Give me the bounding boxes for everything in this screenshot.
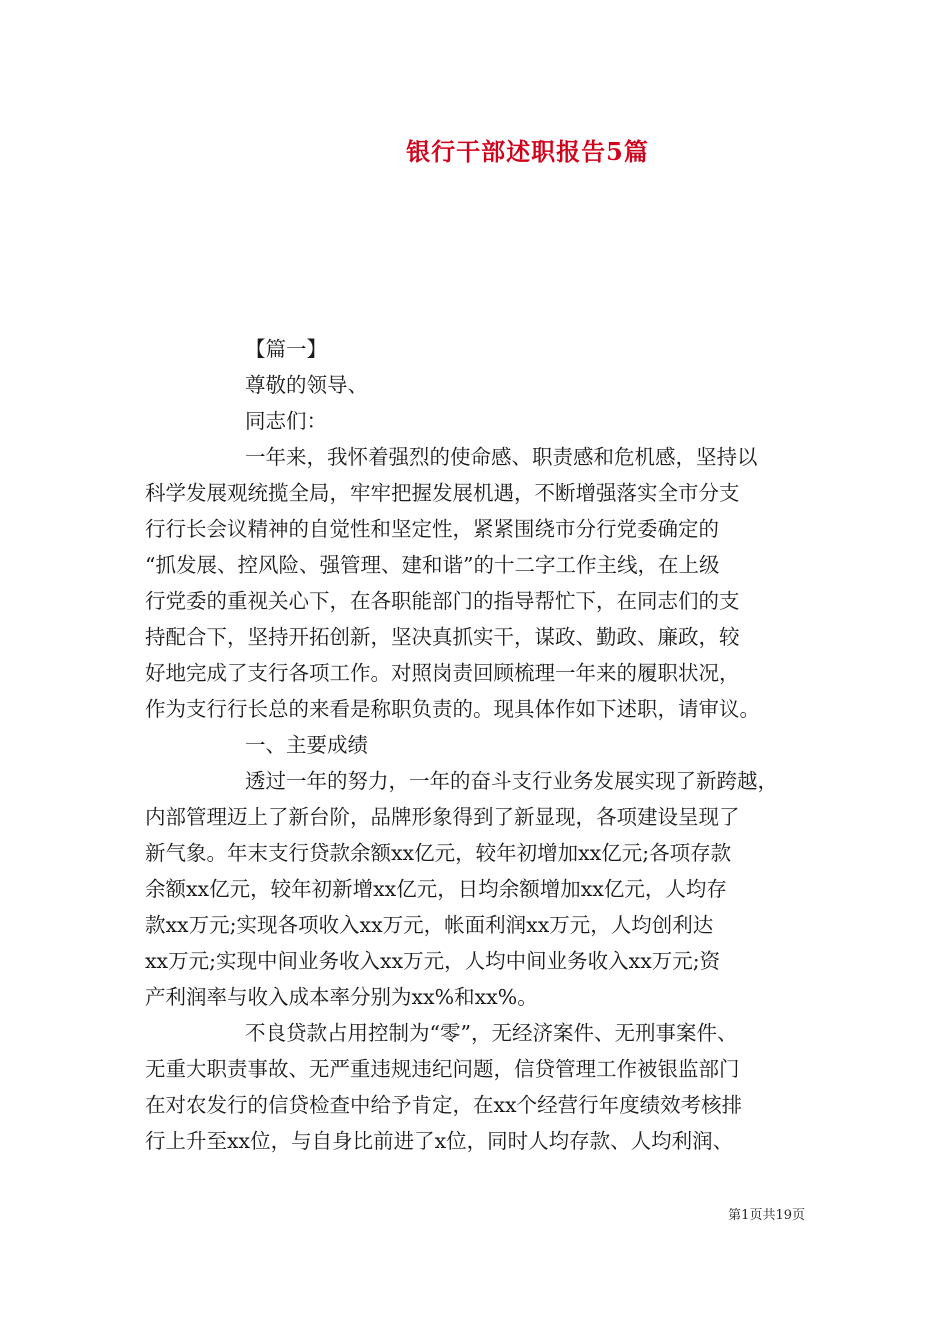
paragraph-1-line: 行行长会议精神的自觉性和坚定性，紧紧围绕市分行党委确定的 (145, 517, 719, 541)
paragraph-1-line: 行党委的重视关心下，在各职能部门的指导帮忙下，在同志们的支 (145, 589, 740, 613)
paragraph-2-line: 产利润率与收入成本率分别为xx%和xx%。 (145, 985, 538, 1009)
paragraph-2-line: 内部管理迈上了新台阶，品牌形象得到了新显现，各项建设呈现了 (145, 805, 740, 829)
section-heading: 一、主要成绩 (245, 733, 368, 757)
document-title: 银行干部述职报告5篇 (406, 137, 649, 166)
salutation-line-1: 尊敬的领导、 (245, 373, 368, 397)
paragraph-1-line: 一年来，我怀着强烈的使命感、职责感和危机感，坚持以 (245, 445, 758, 469)
paragraph-1-line: 科学发展观统揽全局，牢牢把握发展机遇，不断增强落实全市分支 (145, 481, 740, 505)
paragraph-2-line: 透过一年的努力，一年的奋斗支行业务发展实现了新跨越， (245, 769, 778, 793)
paragraph-3-line: 行上升至xx位，与自身比前进了x位，同时人均存款、人均利润、 (145, 1129, 734, 1153)
paragraph-2-line: 余额xx亿元，较年初新增xx亿元，日均余额增加xx亿元，人均存 (145, 877, 727, 901)
paragraph-1-line: “抓发展、控风险、强管理、建和谐”的十二字工作主线，在上级 (145, 553, 720, 577)
paragraph-2-line: 新气象。年末支行贷款余额xx亿元，较年初增加xx亿元;各项存款 (145, 841, 732, 865)
paragraph-3-line: 无重大职责事故、无严重违规违纪问题，信贷管理工作被银监部门 (145, 1057, 740, 1081)
section-marker: 【篇一】 (245, 337, 327, 361)
paragraph-1-line: 好地完成了支行各项工作。对照岗责回顾梳理一年来的履职状况， (145, 661, 740, 685)
paragraph-1-line: 作为支行行长总的来看是称职负责的。现具体作如下述职，请审议。 (145, 697, 760, 721)
paragraph-2-line: 款xx万元;实现各项收入xx万元，帐面利润xx万元，人均创利达 (145, 913, 714, 937)
paragraph-1-line: 持配合下，坚持开拓创新，坚决真抓实干，谋政、勤政、廉政，较 (145, 625, 740, 649)
document-body (145, 331, 805, 1159)
paragraph-3-line: 不良贷款占用控制为“零”，无经济案件、无刑事案件、 (245, 1021, 738, 1045)
paragraph-2-line: xx万元;实现中间业务收入xx万元，人均中间业务收入xx万元;资 (145, 949, 721, 973)
paragraph-3-line: 在对农发行的信贷检查中给予肯定，在xx个经营行年度绩效考核排 (145, 1093, 743, 1117)
salutation-line-2: 同志们： (245, 409, 327, 433)
page-number: 第1页共19页 (728, 1208, 805, 1223)
